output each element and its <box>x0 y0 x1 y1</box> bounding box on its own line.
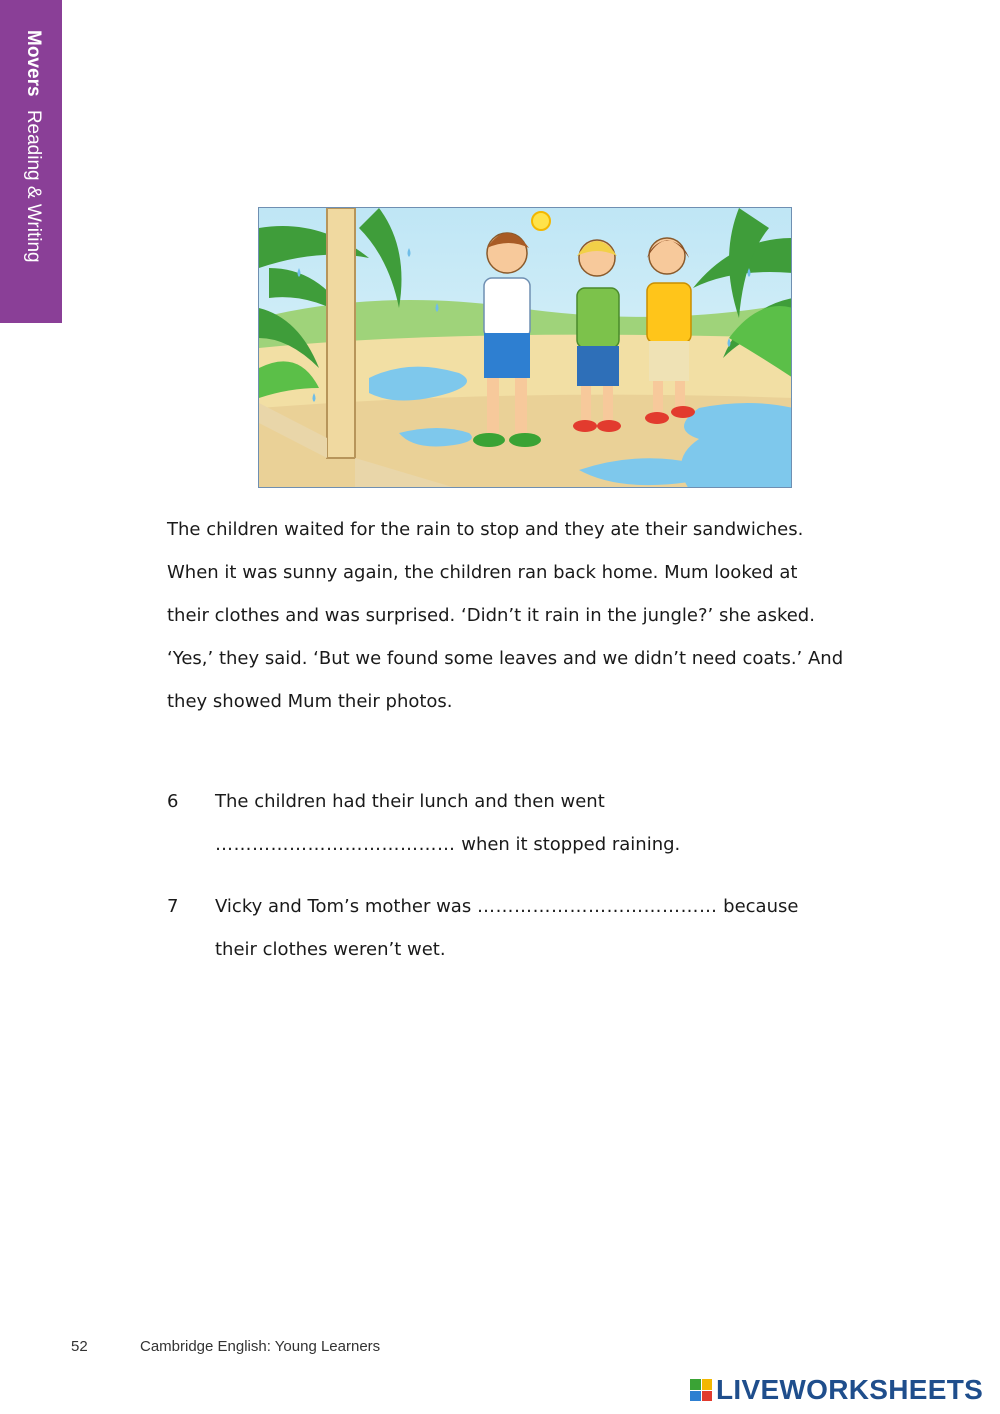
question-6 <box>167 780 887 866</box>
question-number: 7 <box>167 896 179 917</box>
side-tab <box>0 0 62 323</box>
answer-blank[interactable]: ………………………………… <box>215 834 456 855</box>
story-text <box>167 508 887 723</box>
story-line: ‘Yes,’ they said. ‘But we found some leaves and we didn’t need coats.’ And <box>167 648 844 669</box>
level-label: Movers <box>23 30 44 97</box>
story-line: When it was sunny again, the children ran back home. Mum looked at <box>167 562 798 583</box>
question-text: their clothes weren’t wet. <box>215 939 446 960</box>
footer-title: Cambridge English: Young Learners <box>140 1338 381 1355</box>
illustration-svg <box>259 208 792 488</box>
question-text: Vicky and Tom’s mother was <box>215 896 477 917</box>
liveworksheets-logo <box>690 1374 983 1406</box>
question-text: when it stopped raining. <box>455 834 681 855</box>
answer-blank[interactable]: ………………………………… <box>476 896 718 917</box>
side-tab-text <box>22 30 44 263</box>
question-text: The children had their lunch and then went <box>215 791 605 812</box>
children-in-jungle-illustration <box>258 207 792 488</box>
page-number: 52 <box>71 1338 88 1355</box>
story-line: The children waited for the rain to stop and they ate their sandwiches. <box>167 519 804 540</box>
story-line: their clothes and was surprised. ‘Didn’t it rain in the jungle?’ she asked. <box>167 605 815 626</box>
watermark-text: LIVEWORKSHEETS <box>716 1374 984 1405</box>
story-line: they showed Mum their photos. <box>167 691 453 712</box>
question-7 <box>167 885 887 971</box>
question-text: because <box>717 896 799 917</box>
liveworksheets-icon <box>690 1379 712 1401</box>
section-label: Reading & Writing <box>23 109 44 263</box>
question-number: 6 <box>167 791 179 812</box>
